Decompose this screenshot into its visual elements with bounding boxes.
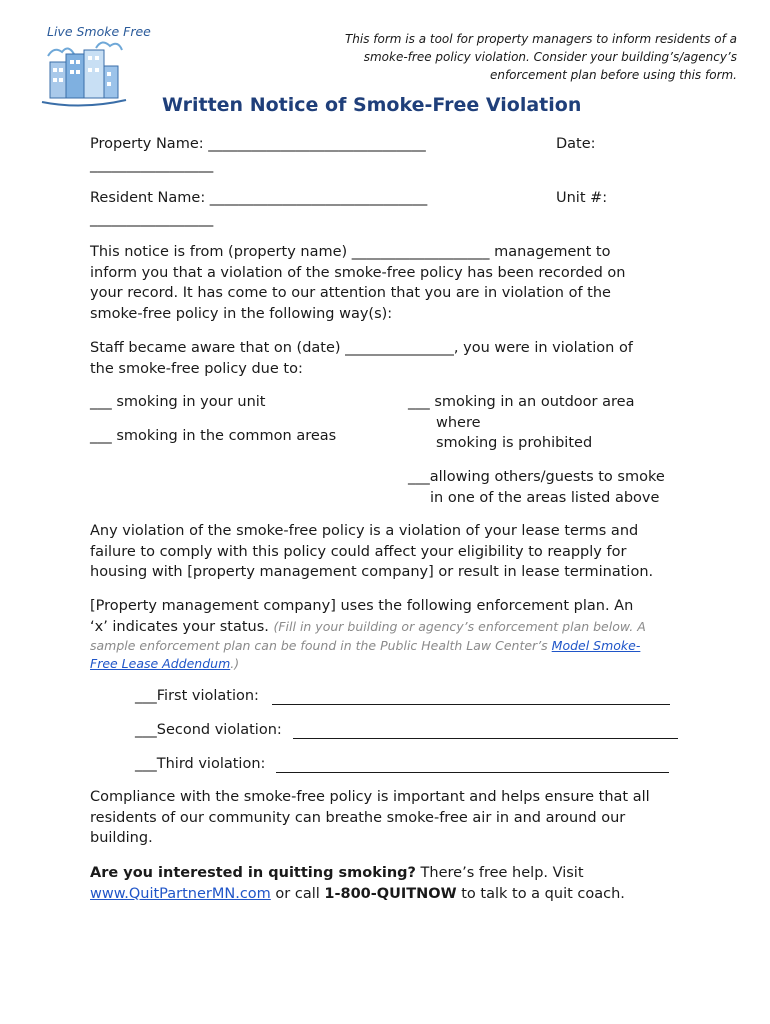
option-smoking-outdoor[interactable] — [408, 392, 634, 454]
compliance-line: Compliance with the smoke-free policy is important and helps ensure that all — [90, 789, 650, 805]
staff-line: Staff became aware that on (date) _______________, you were in violation of — [90, 340, 633, 356]
quit-end: to talk to a quit coach. — [456, 885, 625, 902]
second-violation-line[interactable] — [293, 738, 678, 739]
option-line: in one of the areas listed above — [430, 489, 660, 506]
notice-line: your record. It has come to our attention that you are in violation of the — [90, 285, 611, 301]
enforcement-hint-text: sample enforcement plan can be found in the Public Health Law Center’s — [90, 638, 548, 653]
notice-line: smoke-free policy in the following way(s): — [90, 305, 393, 322]
option-line: ___ smoking in an outdoor area — [408, 394, 635, 410]
staff-paragraph — [90, 338, 633, 379]
compliance-line: residents of our community can breathe smoke-free air in and around our — [90, 809, 626, 826]
violation-line: housing with [property management company] or result in lease termination. — [90, 564, 654, 580]
enforcement-status-text: ‘x’ indicates your status. — [90, 618, 269, 635]
notice-line: inform you that a violation of the smoke-free policy has been recorded on — [90, 264, 626, 281]
enforcement-paragraph — [90, 596, 646, 637]
quitpartner-link[interactable]: www.QuitPartnerMN.com — [90, 885, 271, 902]
page-title: Written Notice of Smoke-Free Violation — [162, 94, 582, 116]
quit-or-call: or call — [270, 885, 325, 902]
violation-line: Any violation of the smoke-free policy is a violation of your lease terms and — [90, 523, 639, 539]
second-violation-label: ___Second violation: — [135, 722, 282, 738]
enforcement-hint-line-2 — [90, 655, 239, 673]
unit-label: Unit #: — [556, 190, 608, 206]
unit-field[interactable]: _________________ — [90, 211, 214, 227]
option-line: where — [436, 414, 481, 431]
first-violation-label: ___First violation: — [135, 688, 259, 704]
logo-text: Live Smoke Free — [47, 24, 151, 39]
third-violation-line[interactable] — [276, 772, 669, 773]
violation-line: failure to comply with this policy could affect your eligibility to reapply for — [90, 543, 627, 560]
enforcement-hint: (Fill in your building or agency’s enforcement plan below. A — [273, 618, 646, 634]
quit-phone: 1-800-QUITNOW — [324, 885, 457, 902]
enforcement-hint-end: .) — [230, 656, 240, 671]
compliance-paragraph — [90, 787, 650, 849]
enforcement-hint-line — [90, 637, 640, 655]
quit-question: Are you interested in quitting smoking? — [90, 865, 416, 881]
option-line: ___allowing others/guests to smoke — [408, 469, 665, 485]
logo — [38, 24, 151, 108]
option-smoking-unit[interactable]: ___ smoking in your unit — [90, 394, 266, 410]
enforcement-line: [Property management company] uses the following enforcement plan. An — [90, 598, 634, 614]
quit-rest: There’s free help. Visit — [415, 865, 584, 881]
disclaimer — [345, 30, 737, 84]
quit-line — [90, 863, 625, 884]
enforcement-line — [90, 617, 646, 638]
model-lease-link-cont[interactable]: Free Lease Addendum — [90, 656, 231, 671]
notice-line: This notice is from (property name) ___________________ management to — [90, 244, 611, 260]
option-smoking-common[interactable]: ___ smoking in the common areas — [90, 428, 337, 444]
staff-line: the smoke-free policy due to: — [90, 360, 303, 377]
disclaimer-line: This form is a tool for property managers to inform residents of a — [344, 32, 737, 46]
option-line: smoking is prohibited — [436, 435, 593, 451]
logo-buildings-icon — [38, 38, 128, 110]
first-violation-line[interactable] — [272, 704, 670, 705]
property-name-field[interactable]: Property Name: ______________________________ — [90, 136, 426, 152]
date-field[interactable]: _________________ — [90, 157, 214, 173]
option-allowing-others[interactable] — [408, 467, 665, 508]
model-lease-link[interactable]: Model Smoke- — [551, 638, 641, 653]
disclaimer-line: smoke-free policy violation. Consider your building’s/agency’s — [363, 50, 737, 64]
compliance-line: building. — [90, 830, 153, 846]
quit-paragraph — [90, 863, 625, 904]
date-label: Date: — [556, 136, 596, 152]
quit-line — [90, 884, 625, 905]
resident-name-field[interactable]: Resident Name: ______________________________ — [90, 190, 428, 206]
third-violation-label: ___Third violation: — [135, 756, 266, 772]
notice-paragraph — [90, 242, 625, 324]
violation-paragraph — [90, 521, 653, 583]
disclaimer-line: enforcement plan before using this form. — [489, 68, 737, 82]
